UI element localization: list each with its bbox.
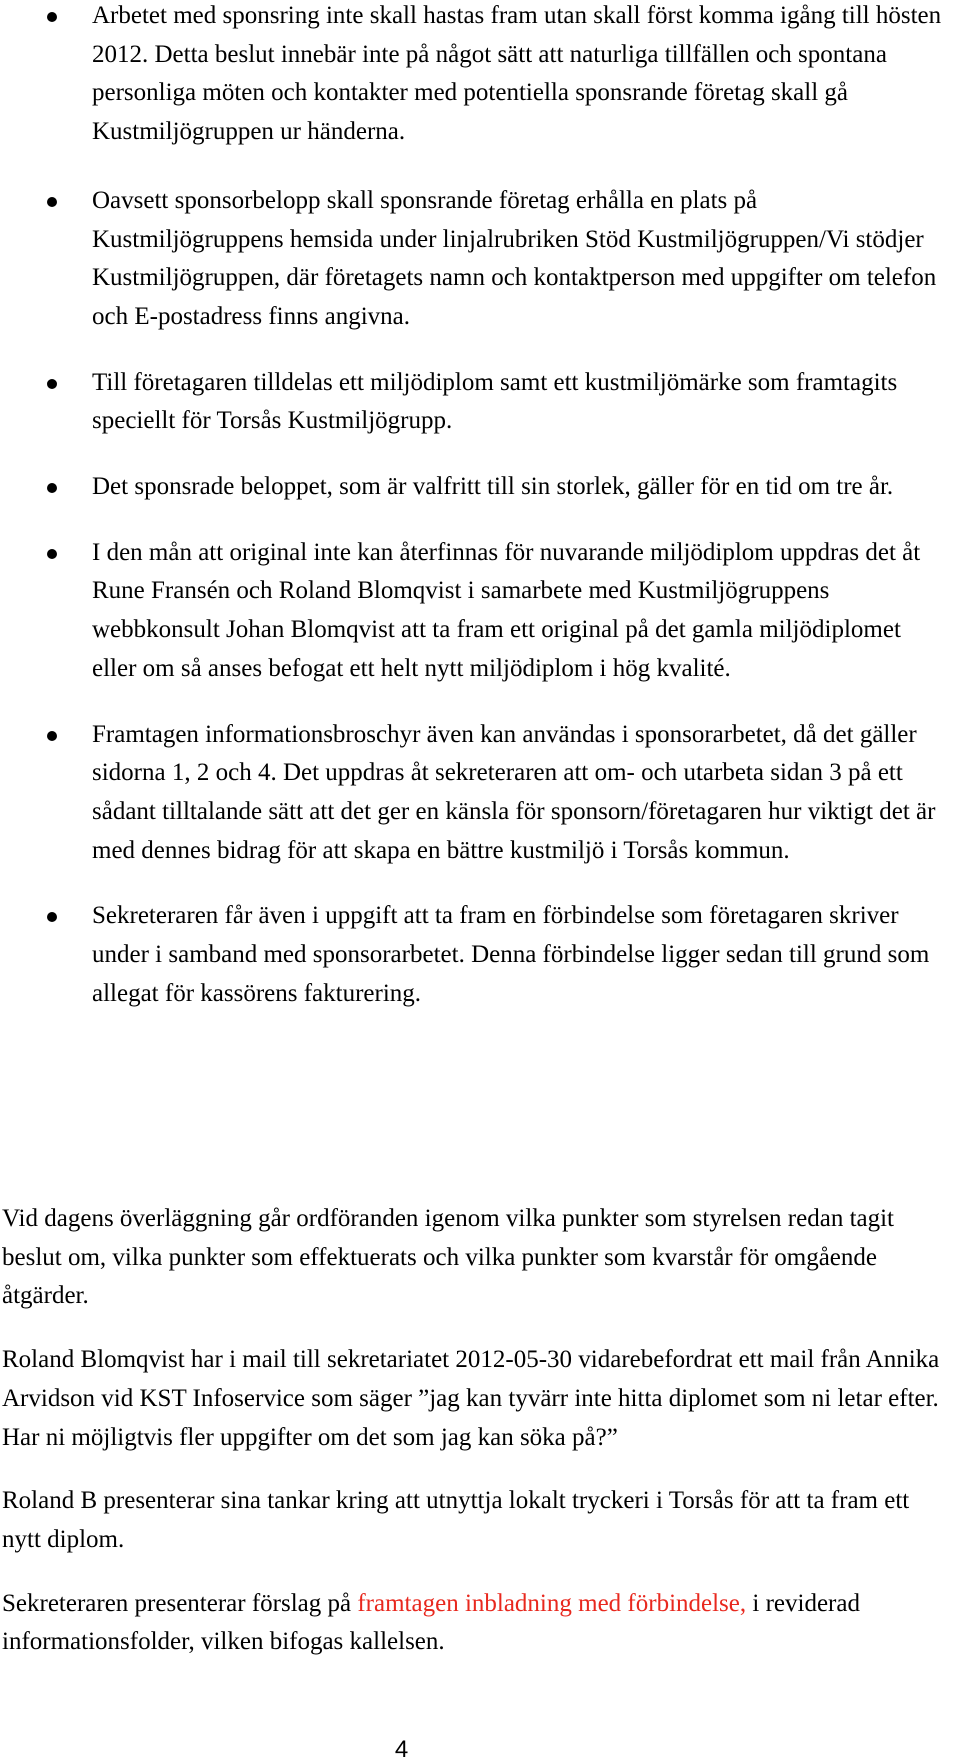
bullet-item: [0, 182, 960, 337]
paragraph-mail: Roland Blomqvist har i mail till sekretariatet 2012-05-30 vidarebefordrat ett mail från Annika Arvidson vid KST Infoservice som säger ”jag kan tyvärr inte hitta diplomet som ni letar efter. Har ni möjligtvis fler uppgifter om det som jag kan söka på?”: [2, 1346, 940, 1451]
bullet-icon: [47, 731, 57, 741]
bullet-item: [0, 364, 960, 441]
body-paragraphs: [0, 1200, 960, 1662]
bullet-text: Det sponsrade beloppet, som är valfritt till sin storlek, gäller för en tid om tre år.: [92, 473, 894, 501]
proposal-highlight: framtagen inbladning med förbindelse,: [357, 1589, 747, 1617]
bullet-text: Oavsett sponsorbelopp skall sponsrande företag erhålla en plats på Kustmiljögruppens hemsida under linjalrubriken Stöd Kustmiljögruppen/Vi stödjer Kustmiljögruppen, där företagets namn och kontaktperson med uppgifter om telefon och E-postadress finns angivna.: [92, 186, 937, 330]
proposal-text-start: Sekreteraren presenterar förslag på: [2, 1589, 358, 1617]
bullet-item: [0, 534, 960, 689]
bullet-item: [0, 0, 960, 152]
bullet-item: [0, 716, 960, 871]
bullet-item: [0, 468, 960, 507]
bullet-text: Till företagaren tilldelas ett miljödiplom samt ett kustmiljömärke som framtagits speciellt för Torsås Kustmiljögrupp.: [92, 368, 898, 435]
bullet-icon: [47, 379, 57, 389]
bullet-icon: [47, 483, 57, 493]
bullet-text: I den mån att original inte kan återfinnas för nuvarande miljödiplom uppdras det åt Rune Fransén och Roland Blomqvist i samarbete med Kustmiljögruppens webbkonsult Johan Blomqvist att ta fram ett original på det gamla miljödiplomet eller om så anses befogat ett helt nytt miljödiplom i hög kvalité.: [92, 538, 921, 682]
bullet-text: Sekreteraren får även i uppgift att ta fram en förbindelse som företagaren skriver under i samband med sponsorarbetet. Denna förbindelse ligger sedan till grund som allegat för kassörens fakturering.: [92, 902, 930, 1007]
paragraph-printing: Roland B presenterar sina tankar kring att utnyttja lokalt tryckeri i Torsås för att ta fram ett nytt diplom.: [2, 1487, 910, 1553]
bullet-icon: [47, 912, 57, 922]
page-number: 4: [394, 1736, 409, 1763]
proposal-text-end: i reviderad informationsfolder, vilken bifogas kallelsen.: [2, 1589, 860, 1656]
paragraph-proposal: [0, 1585, 960, 1662]
bullet-text: Arbetet med sponsring inte skall hastas fram utan skall först komma igång till hösten 2012. Detta beslut innebär inte på något sätt att naturliga tillfällen och spontana personliga möten och kontakter med potentiella sponsrande företag skall gå Kustmiljögruppen ur händerna.: [92, 2, 942, 146]
bullet-icon: [47, 197, 57, 207]
bullet-text: Framtagen informationsbroschyr även kan användas i sponsorarbetet, då det gäller sidorna 1, 2 och 4. Det uppdras åt sekreteraren att om- och utarbeta sidan 3 på ett sådant tilltalande sätt att det ger en känsla för sponsorn/företagaren hur viktigt det är med dennes bidrag för att skapa en bättre kustmiljö i Torsås kommun.: [92, 720, 936, 864]
bullet-icon: [47, 549, 57, 559]
bullet-icon: [47, 12, 57, 22]
bullet-item: [0, 897, 960, 1013]
paragraph-review: Vid dagens överläggning går ordföranden igenom vilka punkter som styrelsen redan tagit beslut om, vilka punkter som effektuerats och vilka punkter som kvarstår för omgående åtgärder.: [2, 1205, 895, 1310]
